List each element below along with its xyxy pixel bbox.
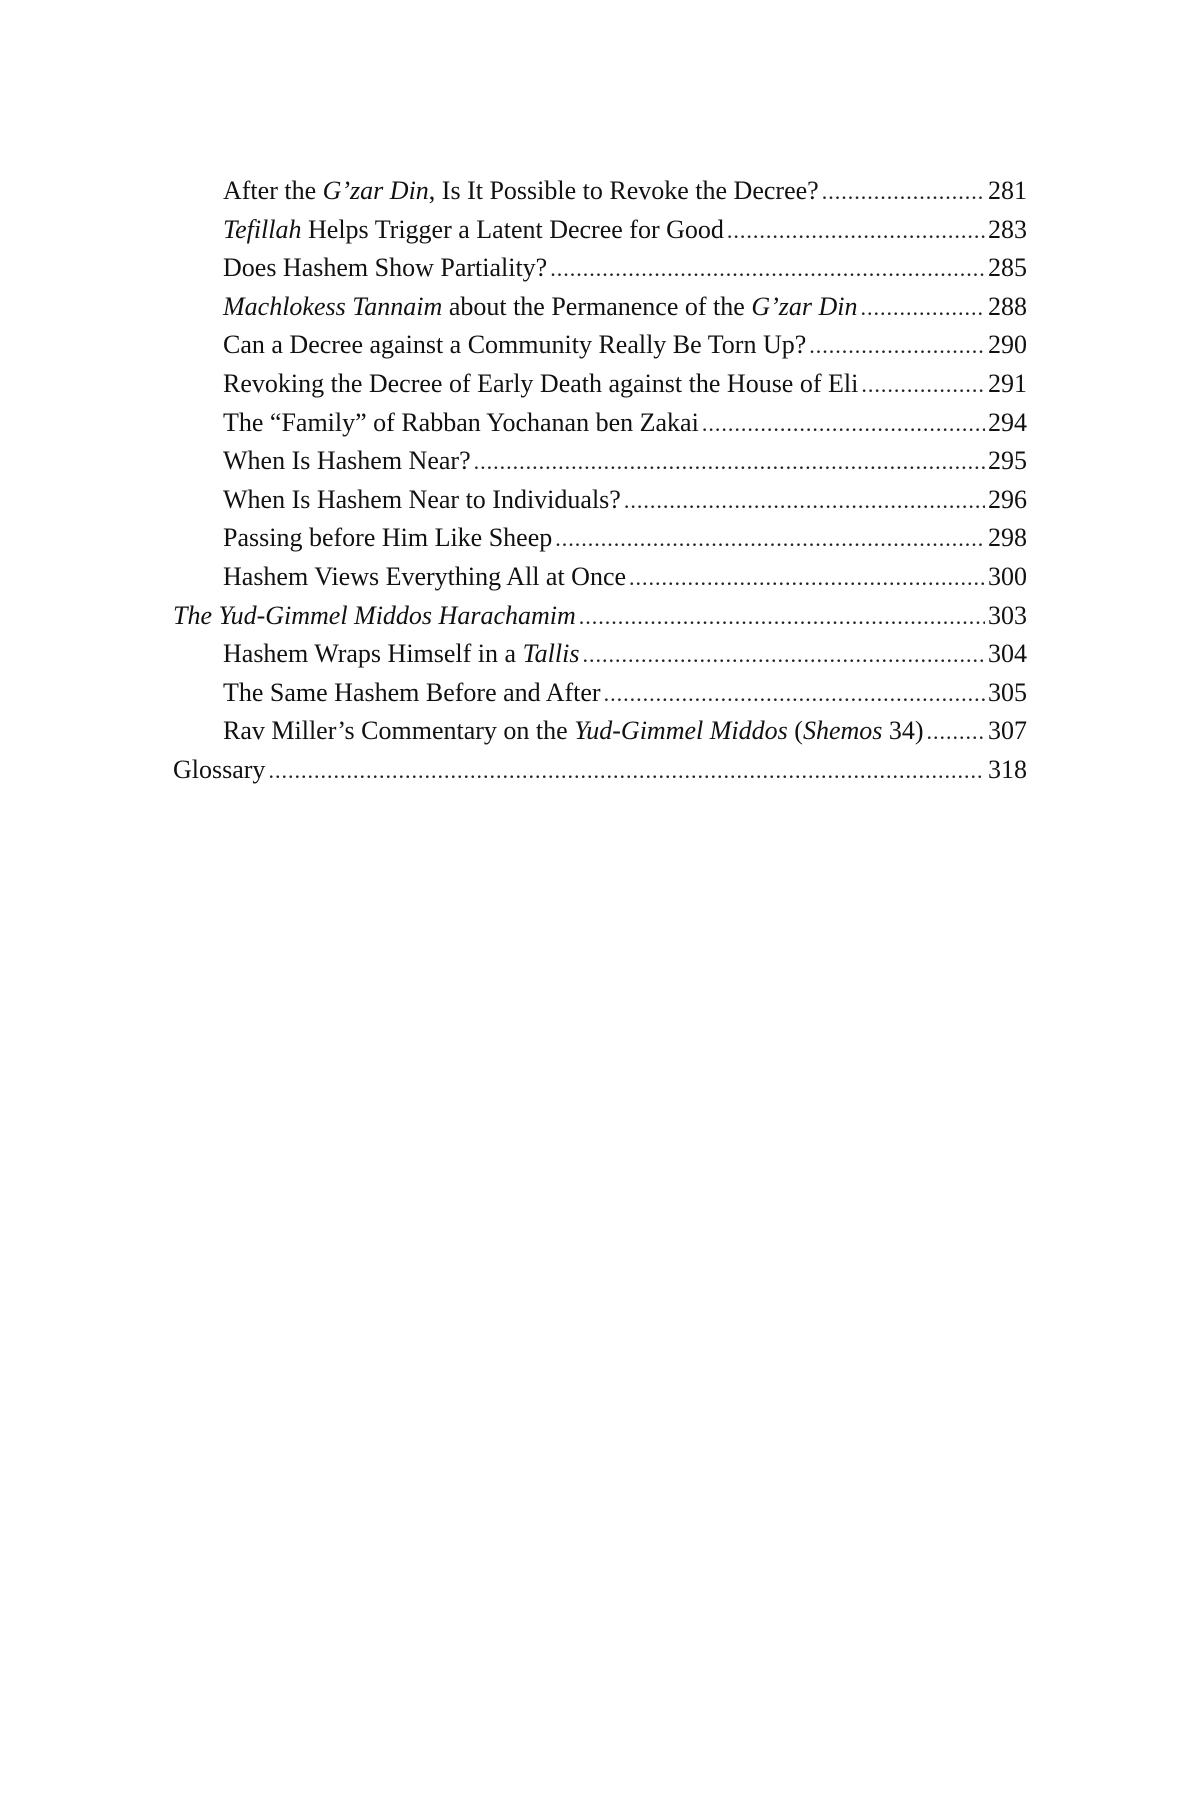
toc-page-number: 305 <box>988 677 1027 707</box>
toc-title-segment: The “Family” of Rabban Yochanan ben Zakai <box>223 407 699 437</box>
dot-leader <box>604 675 985 714</box>
toc-page-number: 290 <box>988 330 1027 360</box>
toc-entry-title <box>223 211 724 250</box>
dot-leader <box>268 752 985 791</box>
toc-entry-title <box>223 404 699 443</box>
toc-title-segment: Does Hashem Show Partiality? <box>223 253 548 283</box>
toc-entry-title <box>223 674 601 713</box>
toc-title-segment: about the Permanence of the <box>442 291 752 321</box>
toc-title-segment: Glossary <box>173 754 266 784</box>
toc-entry-title <box>223 326 806 365</box>
toc-title-segment: ( <box>787 716 803 746</box>
dot-leader <box>629 559 985 598</box>
dot-leader <box>860 289 985 328</box>
dot-leader <box>624 482 985 521</box>
toc-entry <box>173 558 1027 597</box>
dot-leader <box>555 520 985 559</box>
toc-page-number: 294 <box>988 407 1027 437</box>
toc-page-number: 296 <box>988 484 1027 514</box>
dot-leader <box>579 598 985 637</box>
toc-title-segment: Hashem Wraps Himself in a <box>223 639 523 669</box>
dot-leader <box>927 713 985 752</box>
toc-entry <box>173 442 1027 481</box>
toc-entry <box>173 635 1027 674</box>
toc-entry-title <box>173 751 265 790</box>
toc-title-italic-segment: G’zar Din <box>751 291 858 321</box>
toc-title-italic-segment: Yud-Gimmel Middos <box>574 716 788 746</box>
toc-entry <box>173 404 1027 443</box>
toc-entry <box>173 288 1027 327</box>
dot-leader <box>550 250 985 289</box>
toc-title-segment: The Same Hashem Before and After <box>223 677 601 707</box>
toc-title-segment: Helps Trigger a Latent Decree for Good <box>301 214 724 244</box>
toc-entry-title <box>223 519 552 558</box>
toc-page-number: 304 <box>988 639 1027 669</box>
toc-entry-title <box>223 365 858 404</box>
toc-title-segment: Hashem Views Everything All at Once <box>223 561 627 591</box>
dot-leader <box>474 443 985 482</box>
table-of-contents <box>173 172 1027 790</box>
toc-entry <box>173 597 1027 636</box>
dot-leader <box>861 366 985 405</box>
toc-page-number: 300 <box>988 561 1027 591</box>
toc-title-italic-segment: Machlokess Tannaim <box>223 291 443 321</box>
toc-entry <box>173 674 1027 713</box>
dot-leader <box>809 327 985 366</box>
toc-title-segment: , Is It Possible to Revoke the Decree? <box>428 176 819 205</box>
toc-page-number: 295 <box>988 446 1027 476</box>
dot-leader <box>822 173 985 212</box>
toc-entry <box>173 751 1027 790</box>
toc-page-number: 307 <box>988 716 1027 746</box>
dot-leader <box>702 405 985 444</box>
toc-title-italic-segment: Tallis <box>522 639 580 669</box>
toc-page-number: 318 <box>988 754 1027 784</box>
toc-title-segment: After the <box>223 176 323 205</box>
toc-title-segment: Can a Decree against a Community Really Be Torn Up? <box>223 330 807 360</box>
toc-title-segment: Passing before Him Like Sheep <box>223 523 553 553</box>
toc-title-segment: When Is Hashem Near? <box>223 446 471 476</box>
toc-page-number: 303 <box>988 600 1027 630</box>
toc-entry <box>173 481 1027 520</box>
toc-page-number: 285 <box>988 253 1027 283</box>
toc-entry-title <box>223 172 819 211</box>
toc-entry-title <box>173 597 576 636</box>
toc-entry <box>173 249 1027 288</box>
toc-page-number: 291 <box>988 368 1027 398</box>
toc-title-segment: Revoking the Decree of Early Death against the House of Eli <box>223 368 859 398</box>
toc-entry <box>173 712 1027 751</box>
toc-title-italic-segment: The Yud-Gimmel Middos Harachamim <box>173 600 576 630</box>
toc-entry-title <box>223 558 626 597</box>
toc-entry-title <box>223 712 924 751</box>
toc-title-segment: Rav Miller’s Commentary on the <box>223 716 575 746</box>
toc-title-italic-segment: Shemos <box>802 716 883 746</box>
toc-entry <box>173 365 1027 404</box>
toc-page-number: 288 <box>988 291 1027 321</box>
toc-entry-title <box>223 635 579 674</box>
toc-page-number: 283 <box>988 214 1027 244</box>
dot-leader <box>582 636 985 675</box>
toc-entry <box>173 172 1027 211</box>
dot-leader <box>727 212 985 251</box>
toc-title-italic-segment: G’zar Din <box>322 176 429 205</box>
toc-title-segment: When Is Hashem Near to Individuals? <box>223 484 621 514</box>
toc-title-italic-segment: Tefillah <box>223 214 302 244</box>
toc-entry-title <box>223 249 547 288</box>
toc-title-segment: 34) <box>882 716 924 746</box>
toc-page-number: 298 <box>988 523 1027 553</box>
toc-entry <box>173 519 1027 558</box>
toc-entry-title <box>223 442 471 481</box>
toc-entry-title <box>223 481 621 520</box>
toc-page-number: 281 <box>988 176 1027 205</box>
toc-entry <box>173 326 1027 365</box>
toc-entry <box>173 211 1027 250</box>
toc-entry-title <box>223 288 857 327</box>
